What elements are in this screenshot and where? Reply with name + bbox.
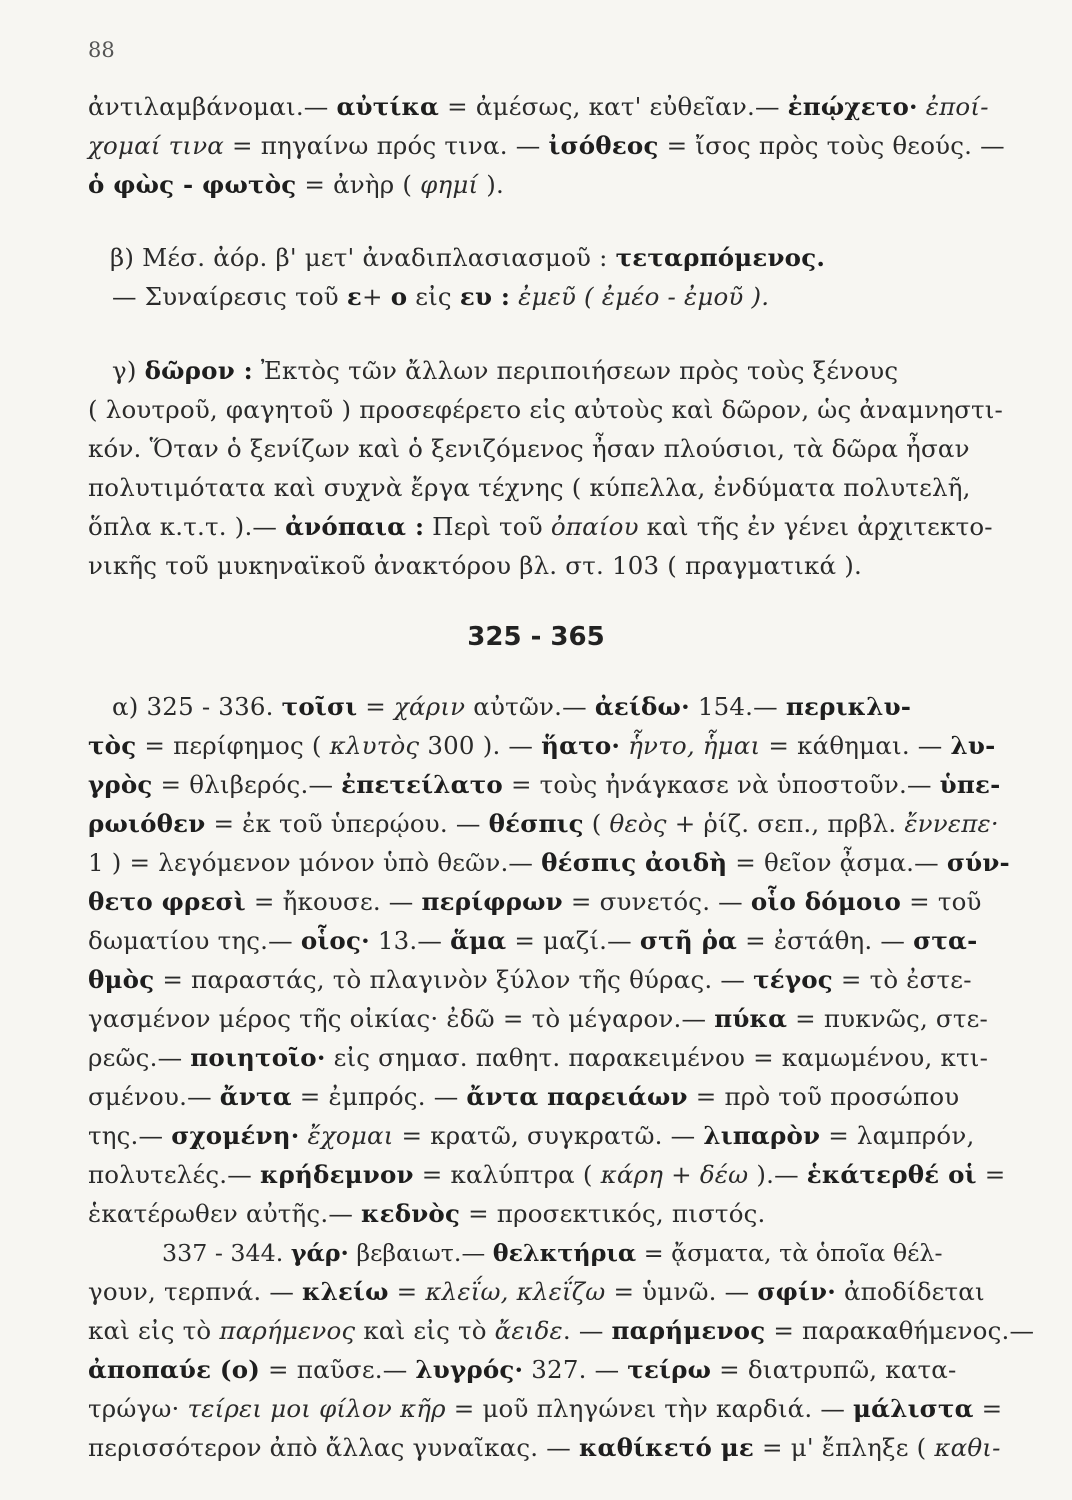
line-text: νικῆς τοῦ μυκηναϊκοῦ ἀνακτόρου βλ. στ. 103 ( πραγματικά ). bbox=[88, 551, 862, 580]
headword: οἷος· bbox=[300, 926, 370, 955]
line-text: = bbox=[976, 1160, 1006, 1189]
text-line bbox=[88, 1316, 1035, 1346]
line-text: 13.— bbox=[369, 926, 451, 955]
line-text: = μ' ἔπληξε ( bbox=[754, 1433, 935, 1462]
line-text: 327. — bbox=[523, 1355, 628, 1384]
italic-gloss: ἄειδε bbox=[494, 1316, 563, 1345]
headword: λυ- bbox=[950, 731, 996, 760]
line-text: ( λουτροῦ, φαγητοῦ ) προσεφέρετο εἰς αὐτοὺς καὶ δῶρον, ὡς ἀναμνηστι- bbox=[88, 395, 1004, 424]
line-text: = μαζί.— bbox=[506, 926, 640, 955]
line-text: δωματίου της.— bbox=[88, 926, 301, 955]
headword: μάλιστα bbox=[853, 1394, 974, 1423]
text-line bbox=[88, 887, 994, 917]
text-line bbox=[88, 170, 994, 200]
headword: σφίν· bbox=[757, 1277, 836, 1306]
text-line bbox=[88, 434, 994, 464]
headword: δῶρον : bbox=[144, 356, 253, 385]
line-text: = ἐκ τοῦ ὑπερῴου. — bbox=[205, 809, 489, 838]
headword: τεταρπόμενος. bbox=[615, 243, 826, 272]
headword: κρήδεμνον bbox=[259, 1160, 414, 1189]
line-text: = ἀμέσως, κατ' εὐθεῖαν.— bbox=[439, 92, 788, 121]
text-line bbox=[88, 770, 1001, 800]
line-text: βεβαιωτ.— bbox=[348, 1239, 493, 1267]
headword: ἰσόθεος bbox=[548, 131, 659, 160]
line-text: = ἤκουσε. — bbox=[245, 887, 422, 916]
headword: στα- bbox=[913, 926, 978, 955]
line-text: = παρακαθήμενος.— bbox=[765, 1316, 1035, 1345]
line-text: 1 ) = λεγόμενον μόνον ὑπὸ θεῶν.— bbox=[88, 848, 542, 877]
line-text: εἰς σημασ. παθητ. παρακειμένου = καμωμένου, κτι- bbox=[325, 1043, 989, 1072]
line-text: πολυτιμότατα καὶ συχνὰ ἔργα τέχνης ( κύπελλα, ἐνδύματα πολυτελῆ, bbox=[88, 473, 971, 502]
text-line bbox=[88, 848, 1010, 878]
headword: θμὸς bbox=[88, 965, 155, 994]
headword: λυγρός· bbox=[415, 1355, 524, 1384]
headword: θετο φρεσὶ bbox=[88, 887, 246, 916]
headword: τέγος bbox=[753, 965, 833, 994]
italic-gloss: ἐμεῦ ( ἐμέο - ἐμοῦ ). bbox=[510, 282, 770, 311]
line-text: = περίφημος ( bbox=[136, 731, 330, 760]
line-text: = διατρυπῶ, κατα- bbox=[711, 1355, 957, 1384]
text-line bbox=[88, 1433, 1001, 1463]
italic-gloss: ἔννεπε· bbox=[904, 809, 999, 838]
headword: οἷο δόμοιο bbox=[750, 887, 902, 916]
headword: κλείω bbox=[302, 1277, 389, 1306]
line-text: — Συναίρεσις τοῦ bbox=[112, 282, 347, 311]
line-text: = συνετός. — bbox=[562, 887, 751, 916]
text-line bbox=[88, 512, 994, 542]
headword: ἥατο· bbox=[541, 731, 621, 760]
headword: κεδνὸς bbox=[361, 1199, 461, 1228]
line-text: = τοὺς ἠνάγκασε νὰ ὑποστοῦν.— bbox=[502, 770, 940, 799]
line-text: = παῦσε.— bbox=[260, 1355, 416, 1384]
headword: ο bbox=[390, 282, 408, 311]
headword: γρὸς bbox=[88, 770, 153, 799]
italic-gloss: χάριν bbox=[393, 692, 466, 721]
line-text: = ἀνὴρ ( bbox=[296, 170, 421, 199]
line-text: = κρατῶ, συγκρατῶ. — bbox=[393, 1121, 704, 1150]
text-line bbox=[112, 282, 1018, 312]
headword: παρήμενος bbox=[611, 1316, 766, 1345]
line-text: καὶ εἰς τὸ bbox=[88, 1316, 220, 1345]
headword: ἅμα bbox=[450, 926, 507, 955]
text-line bbox=[88, 1043, 994, 1073]
italic-gloss: ὀπαίου bbox=[550, 512, 639, 541]
headword: λιπαρὸν bbox=[703, 1121, 821, 1150]
text-line bbox=[88, 1004, 994, 1034]
text-line bbox=[88, 1199, 994, 1229]
line-text: της.— bbox=[88, 1121, 172, 1150]
headword: ρωιόθεν bbox=[88, 809, 206, 838]
text-line bbox=[88, 965, 994, 995]
line-text: σμένου.— bbox=[88, 1082, 220, 1111]
text-line bbox=[88, 809, 999, 839]
line-text: Ἐκτὸς τῶν ἄλλων περιποιήσεων πρὸς τοὺς ξένους bbox=[252, 356, 899, 385]
italic-gloss: κλεΐω, κλεΐζω bbox=[425, 1277, 606, 1306]
line-text: = ἐστάθη. — bbox=[737, 926, 914, 955]
line-text: γουν, τερπνά. — bbox=[88, 1277, 303, 1306]
headword: σχομένη· bbox=[171, 1121, 300, 1150]
line-text: = τὸ ἐστε- bbox=[832, 965, 972, 994]
headword: ἐπετείλατο bbox=[341, 770, 503, 799]
headword: θέσπις ἀοιδὴ bbox=[541, 848, 728, 877]
italic-gloss: φημί bbox=[420, 170, 479, 199]
headword: σύν- bbox=[946, 848, 1010, 877]
line-text: ἑκατέρωθεν αὐτῆς.— bbox=[88, 1199, 362, 1228]
line-text: γ) bbox=[112, 356, 145, 385]
line-text: = bbox=[388, 1277, 426, 1306]
headword: ἀνόπαια : bbox=[285, 512, 425, 541]
text-line bbox=[88, 1121, 994, 1151]
headword: ὑπε- bbox=[939, 770, 1001, 799]
line-text: γασμένον μέρος τῆς οἰκίας· ἐδῶ = τὸ μέγαρον.— bbox=[88, 1004, 715, 1033]
line-text: = παραστάς, τὸ πλαγινὸν ξύλον τῆς θύρας. — bbox=[154, 965, 754, 994]
line-text: = ἐμπρός. — bbox=[291, 1082, 467, 1111]
headword: ἀείδω· bbox=[594, 692, 690, 721]
headword: ἀποπαύε (ο) bbox=[88, 1355, 261, 1384]
headword: καθίκετό με bbox=[578, 1433, 755, 1462]
headword: αὐτίκα bbox=[336, 92, 440, 121]
line-text: = ἴσος πρὸς τοὺς θεούς. — bbox=[658, 131, 1005, 160]
line-text: . — bbox=[562, 1316, 612, 1345]
line-text: = bbox=[357, 692, 394, 721]
line-text: ἀντιλαμβάνομαι.— bbox=[88, 92, 337, 121]
line-text: + ῥίζ. σεπ., πρβλ. bbox=[666, 809, 905, 838]
text-line bbox=[88, 131, 1005, 161]
text-line bbox=[88, 1277, 994, 1307]
line-text: αὐτῶν.— bbox=[465, 692, 595, 721]
line-text: = καλύπτρα ( bbox=[413, 1160, 601, 1189]
line-text: = λαμπρόν, bbox=[820, 1121, 975, 1150]
page-number: 88 bbox=[88, 38, 115, 62]
headword: τείρω bbox=[627, 1355, 712, 1384]
italic-gloss: καθι- bbox=[934, 1433, 1001, 1462]
headword: ἄντα παρειάων bbox=[466, 1082, 688, 1111]
headword: περικλυ- bbox=[785, 692, 912, 721]
line-text: ὅπλα κ.τ.τ. ).— bbox=[88, 512, 286, 541]
line-text: 154.— bbox=[689, 692, 786, 721]
headword: ἄντα bbox=[219, 1082, 292, 1111]
text-line bbox=[110, 243, 1016, 273]
text-line bbox=[88, 1082, 994, 1112]
line-text: = μοῦ πληγώνει τὴν καρδιά. — bbox=[445, 1394, 854, 1423]
line-text: ). bbox=[478, 170, 505, 199]
text-line bbox=[88, 1394, 1003, 1424]
italic-gloss: θεὸς bbox=[609, 809, 667, 838]
line-text: πολυτελές.— bbox=[88, 1160, 260, 1189]
line-text: = ὑμνῶ. — bbox=[605, 1277, 758, 1306]
italic-gloss: ἔχομαι bbox=[299, 1121, 394, 1150]
text-line bbox=[88, 395, 1004, 425]
text-line bbox=[88, 926, 994, 956]
headword: στῆ ῥα bbox=[639, 926, 738, 955]
line-text: ).— bbox=[748, 1160, 807, 1189]
line-text: 337 - 344. bbox=[162, 1239, 291, 1267]
italic-gloss: παρήμενος bbox=[219, 1316, 356, 1345]
text-line bbox=[88, 473, 994, 503]
section-heading: 325 - 365 bbox=[467, 622, 605, 652]
headword: ὁ φὼς - φωτὸς bbox=[88, 170, 297, 199]
headword: θέσπις bbox=[488, 809, 584, 838]
text-line bbox=[112, 356, 1018, 386]
line-text: = προσεκτικός, πιστός. bbox=[460, 1199, 766, 1228]
text-line bbox=[88, 1355, 994, 1385]
italic-gloss: κάρη + δέω bbox=[600, 1160, 749, 1189]
line-text: καὶ τῆς ἐν γένει ἀρχιτεκτο- bbox=[638, 512, 993, 541]
line-text: + bbox=[361, 282, 391, 311]
text-line bbox=[88, 1160, 1006, 1190]
headword: θελκτήρια bbox=[492, 1239, 637, 1267]
line-text: ρεῶς.— bbox=[88, 1043, 191, 1072]
line-text: α) 325 - 336. bbox=[112, 692, 282, 721]
line-text: = θεῖον ᾆσμα.— bbox=[727, 848, 947, 877]
headword: ε bbox=[346, 282, 362, 311]
line-text: περισσότερον ἀπὸ ἄλλας γυναῖκας. — bbox=[88, 1433, 579, 1462]
line-text: κόν. Ὅταν ὁ ξενίζων καὶ ὁ ξενιζόμενος ἦσαν πλούσιοι, τὰ δῶρα ἦσαν bbox=[88, 434, 970, 463]
italic-gloss: ἐποί- bbox=[917, 92, 989, 121]
italic-gloss: ἧντο, ἧμαι bbox=[620, 731, 761, 760]
line-text: ( bbox=[583, 809, 610, 838]
line-text: = πηγαίνω πρός τινα. — bbox=[224, 131, 549, 160]
headword: ἐπῴχετο· bbox=[787, 92, 918, 121]
text-line bbox=[88, 731, 994, 761]
line-text: τρώγω· bbox=[88, 1394, 188, 1423]
line-text: = κάθημαι. — bbox=[760, 731, 951, 760]
line-text: = bbox=[973, 1394, 1003, 1423]
line-text: = πυκνῶς, στε- bbox=[787, 1004, 988, 1033]
text-line bbox=[88, 92, 994, 122]
line-text: = θλιβερός.— bbox=[152, 770, 342, 799]
headword: γάρ· bbox=[290, 1239, 349, 1267]
headword: περίφρων bbox=[421, 887, 563, 916]
headword: ἑκάτερθέ οἱ bbox=[806, 1160, 977, 1189]
text-line bbox=[88, 551, 994, 581]
line-text: = ᾄσματα, τὰ ὁποῖα θέλ- bbox=[636, 1239, 943, 1267]
line-text: = τοῦ bbox=[901, 887, 982, 916]
headword: τὸς bbox=[88, 731, 137, 760]
line-text: ἀποδίδεται bbox=[835, 1277, 985, 1306]
italic-gloss: χομαί τινα bbox=[88, 131, 225, 160]
headword: τοῖσι bbox=[281, 692, 358, 721]
line-text: 300 ). — bbox=[419, 731, 542, 760]
italic-gloss: κλυτὸς bbox=[329, 731, 420, 760]
line-text: = πρὸ τοῦ προσώπου bbox=[687, 1082, 960, 1111]
line-text: καὶ εἰς τὸ bbox=[355, 1316, 495, 1345]
headword: πύκα bbox=[714, 1004, 788, 1033]
line-text: β) Μέσ. ἀόρ. β' μετ' ἀναδιπλασιασμοῦ : bbox=[110, 243, 616, 272]
line-text: εἰς bbox=[407, 282, 460, 311]
headword: ποιητοῖο· bbox=[190, 1043, 326, 1072]
text-line bbox=[162, 1238, 1068, 1268]
text-line bbox=[112, 692, 1018, 722]
italic-gloss: τείρει μοι φίλον κῆρ bbox=[187, 1394, 446, 1423]
line-text: Περὶ τοῦ bbox=[424, 512, 551, 541]
headword: ευ : bbox=[459, 282, 511, 311]
